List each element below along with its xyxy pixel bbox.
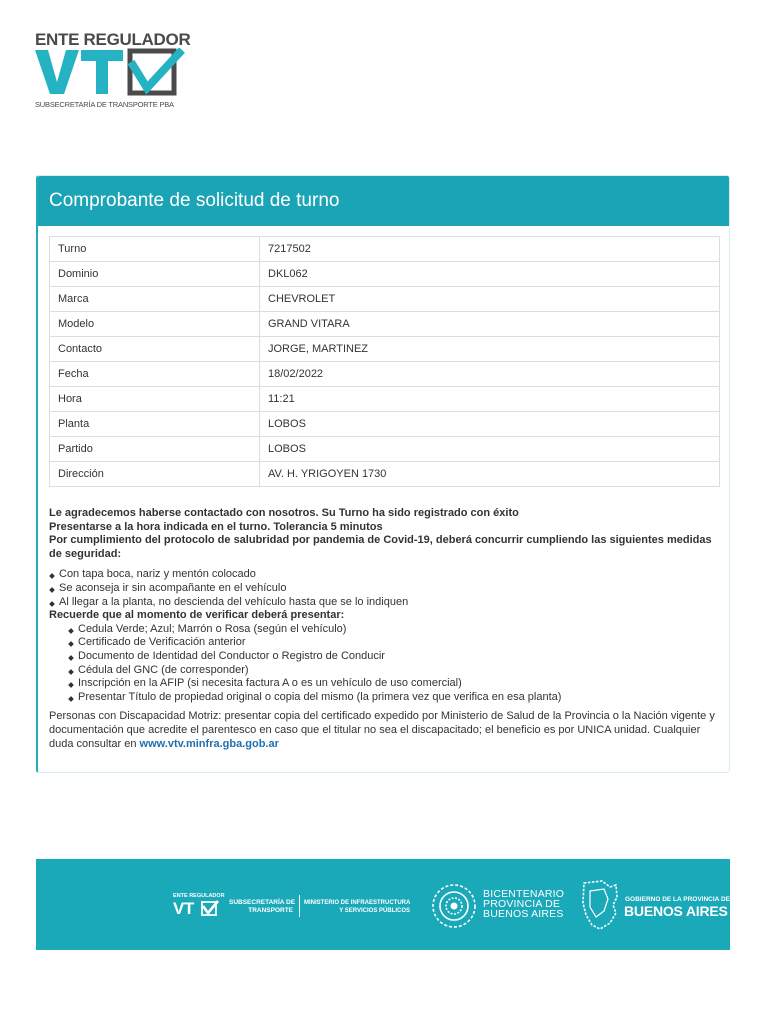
bicentenario-seal-icon [429, 881, 479, 931]
required-document-item: Inscripción en la AFIP (si necesita factura A o es un vehículo de uso comercial) [68, 677, 723, 691]
row-value: 18/02/2022 [260, 362, 720, 387]
footer-banner [36, 859, 730, 950]
arrival-text: Presentarse a la hora indicada en el turno. Tolerancia 5 minutos [49, 520, 383, 533]
footer-buenos-aires: BUENOS AIRES [624, 903, 728, 919]
row-label: Contacto [50, 337, 260, 362]
required-document-item: Documento de Identidad del Conductor o Registro de Conducir [68, 650, 723, 664]
footer-vtv-logo-text: VT [173, 899, 194, 918]
covid-text: Por cumplimiento del protocolo de salubridad por pandemia de Covid-19, deberá concurrir cumpliendo las siguientes medidas de seguridad: [49, 534, 712, 560]
footer-vtv-top: ENTE REGULADOR [173, 893, 225, 899]
disability-text [49, 710, 723, 751]
row-value: CHEVROLET [260, 287, 720, 312]
table-row [50, 262, 720, 287]
table-row [50, 362, 720, 387]
footer-ministerio-line1: MINISTERIO DE INFRAESTRUCTURA [304, 900, 411, 906]
footer-bicentenario-line2: PROVINCIA DE [483, 898, 561, 910]
footer-bicentenario-line3: BUENOS AIRES [483, 908, 564, 920]
row-label: Dominio [50, 262, 260, 287]
footer-subsecretaria-line1: SUBSECRETARÍA DE [229, 899, 296, 906]
vtv-website-link[interactable]: www.vtv.minfra.gba.gob.ar [139, 737, 279, 750]
row-label: Fecha [50, 362, 260, 387]
table-row [50, 312, 720, 337]
row-value: JORGE, MARTINEZ [260, 337, 720, 362]
row-label: Modelo [50, 312, 260, 337]
row-label: Dirección [50, 462, 260, 487]
table-row [50, 337, 720, 362]
table-row [50, 237, 720, 262]
remember-text: Recuerde que al momento de verificar deberá presentar: [49, 609, 345, 622]
footer-ministerio-line2: Y SERVICIOS PÚBLICOS [339, 908, 410, 914]
logo-subtitle: SUBSECRETARÍA DE TRANSPORTE PBA [35, 100, 174, 109]
required-documents-list [49, 623, 723, 705]
footer-gobierno: GOBIERNO DE LA PROVINCIA DE [625, 896, 730, 903]
card-title: Comprobante de solicitud de turno [38, 176, 729, 226]
row-label: Partido [50, 437, 260, 462]
row-value: 7217502 [260, 237, 720, 262]
table-row [50, 387, 720, 412]
row-label: Hora [50, 387, 260, 412]
covid-measure-item: Se aconseja ir sin acompañante en el vehículo [49, 582, 723, 596]
footer-bicentenario-line1: BICENTENARIO [483, 888, 565, 900]
vtv-logo [35, 30, 191, 112]
row-value: LOBOS [260, 412, 720, 437]
thanks-text: Le agradecemos haberse contactado con nosotros. Su Turno ha sido registrado con éxito [49, 507, 519, 519]
row-label: Planta [50, 412, 260, 437]
appointment-notes [49, 507, 723, 751]
row-value: 11:21 [260, 387, 720, 412]
footer-divider [299, 895, 300, 917]
footer-bicentenario [483, 889, 564, 919]
vtv-logo-mark [35, 48, 185, 100]
row-label: Marca [50, 287, 260, 312]
table-row [50, 412, 720, 437]
disability-paragraph: Personas con Discapacidad Motriz: presentar copia del certificado expedido por Ministerio de Salud de la Provincia o la Nación vigente y documentación que acredite el parentesco en caso que el titular no sea el discapacitado; el beneficio es por UNICA unidad. Cualquier duda consultar en [49, 710, 715, 750]
appointment-details-table [49, 236, 720, 487]
footer-ministerio [304, 899, 410, 915]
table-row [50, 437, 720, 462]
table-row [50, 287, 720, 312]
footer-subsecretaria [229, 899, 296, 915]
row-value: GRAND VITARA [260, 312, 720, 337]
footer-subsecretaria-line2: TRANSPORTE [248, 907, 293, 914]
required-document-item: Presentar Título de propiedad original o copia del mismo (la primera vez que verifica en esa planta) [68, 691, 723, 705]
appointment-receipt-card [36, 175, 730, 773]
row-value: DKL062 [260, 262, 720, 287]
row-value: AV. H. YRIGOYEN 1730 [260, 462, 720, 487]
footer-check-icon [201, 900, 219, 916]
province-map-icon [580, 879, 620, 931]
covid-measures-list [49, 568, 723, 609]
covid-measure-item: Al llegar a la planta, no descienda del vehículo hasta que se lo indiquen [49, 596, 723, 610]
required-document-item: Certificado de Verificación anterior [68, 636, 723, 650]
covid-measure-item: Con tapa boca, nariz y mentón colocado [49, 568, 723, 582]
table-row [50, 462, 720, 487]
required-document-item: Cedula Verde; Azul; Marrón o Rosa (según el vehículo) [68, 623, 723, 637]
logo-top-text: ENTE REGULADOR [35, 30, 191, 49]
required-document-item: Cédula del GNC (de corresponder) [68, 664, 723, 678]
row-value: LOBOS [260, 437, 720, 462]
row-label: Turno [50, 237, 260, 262]
